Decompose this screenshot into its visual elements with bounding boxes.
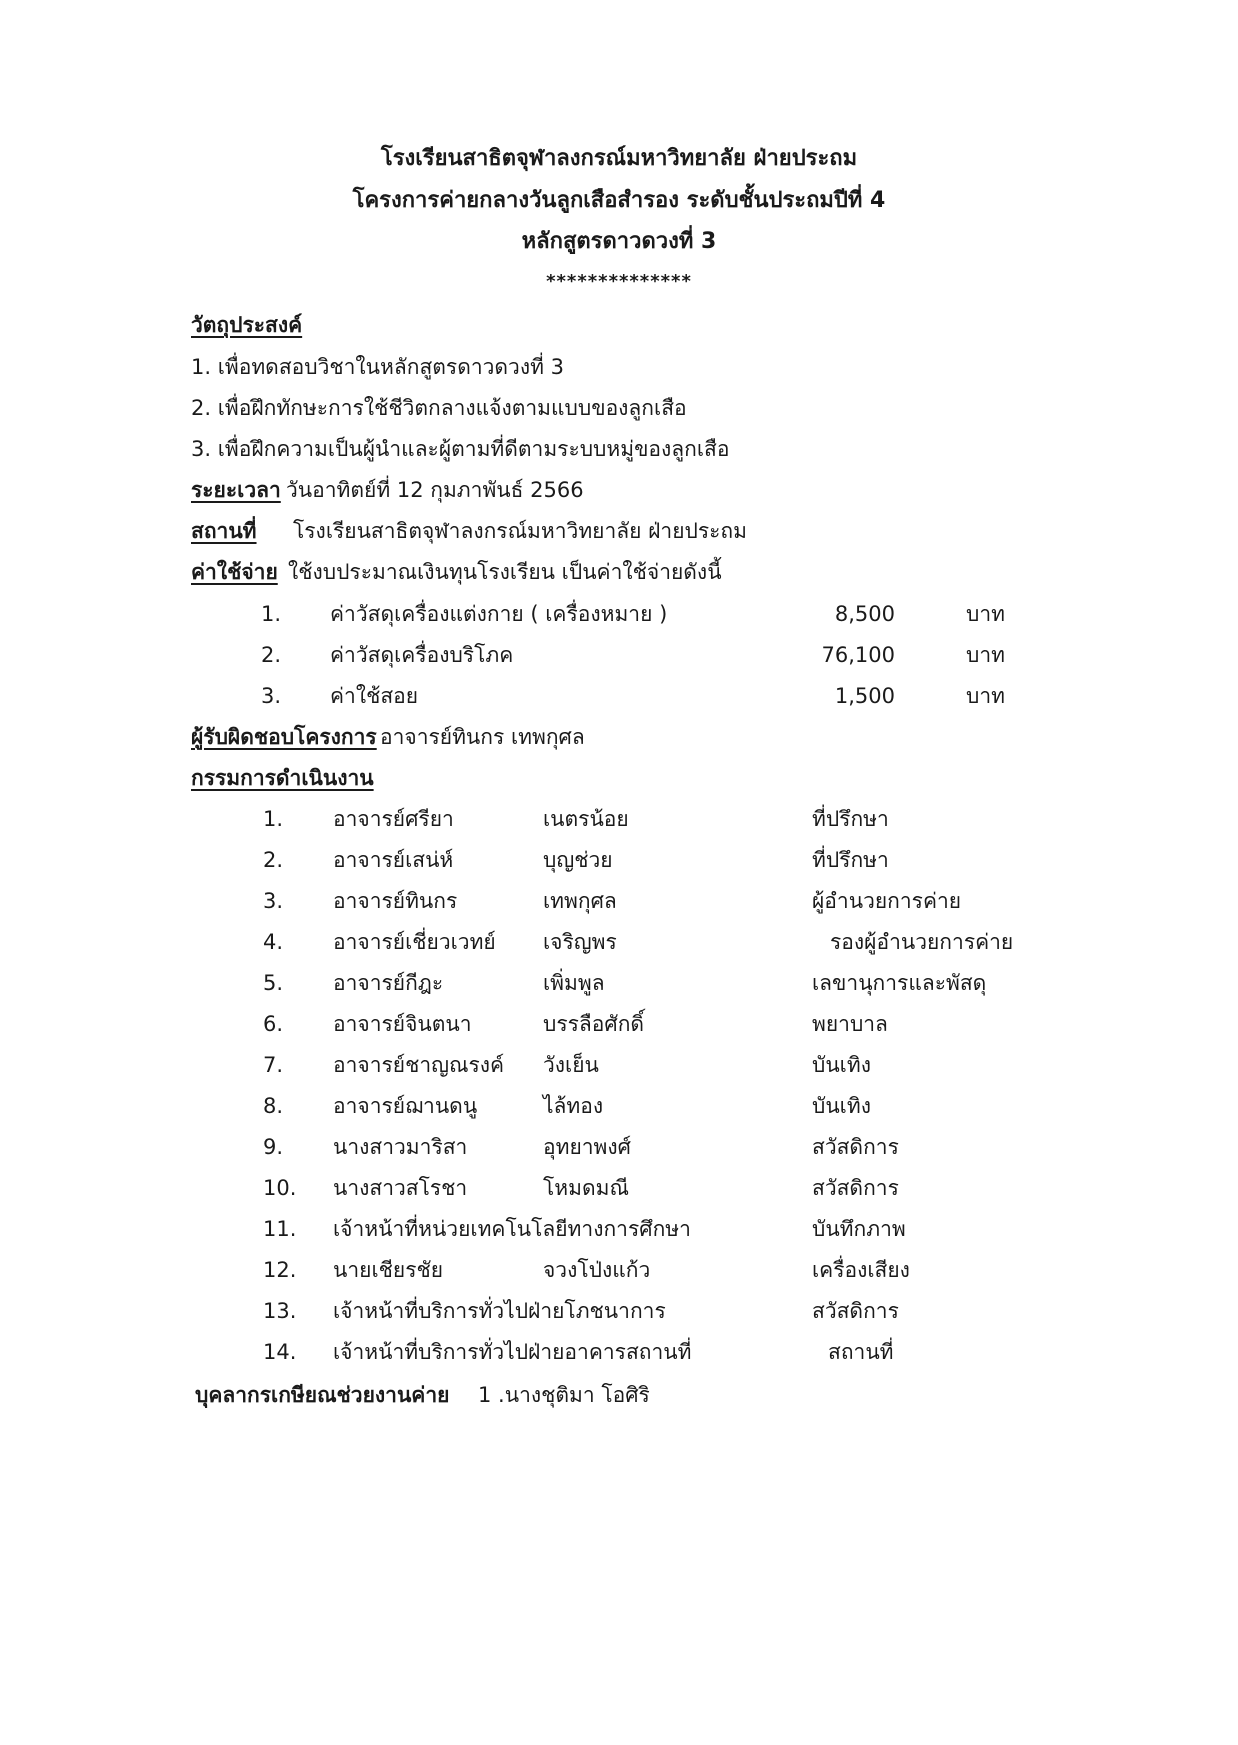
member-surname: บุญช่วย <box>543 848 613 872</box>
responsible-label: ผู้รับผิดชอบโครงการ <box>191 725 377 749</box>
objective-item: 3. เพื่อฝึกความเป็นผู้นำและผู้ตามที่ดีตามระบบหมู่ของลูกเสือ <box>191 437 730 461</box>
member-no: 12. <box>263 1258 297 1282</box>
expense-amount: 1,500 <box>834 684 895 708</box>
member-surname: เนตรน้อย <box>543 807 629 831</box>
member-role: สวัสดิการ <box>812 1299 899 1323</box>
member-name: อาจารย์จินตนา <box>333 1012 472 1036</box>
expense-unit: บาท <box>966 643 1005 667</box>
member-name: อาจารย์ชาญณรงค์ <box>333 1053 505 1077</box>
member-no: 10. <box>263 1176 297 1200</box>
committee-heading: กรรมการดำเนินงาน <box>191 766 374 790</box>
location-value: โรงเรียนสาธิตจุฬาลงกรณ์มหาวิทยาลัย ฝ่ายประถม <box>293 519 747 543</box>
member-no: 2. <box>263 848 284 872</box>
member-no: 4. <box>263 930 284 954</box>
member-name: นายเชียรชัย <box>333 1258 444 1282</box>
member-role: บันทึกภาพ <box>812 1217 906 1241</box>
project-title: โครงการค่ายกลางวันลูกเสือสำรอง ระดับชั้นประถมปีที่ 4 <box>352 188 886 213</box>
member-role: สวัสดิการ <box>812 1135 899 1159</box>
member-no: 7. <box>263 1053 284 1077</box>
member-surname: เจริญพร <box>543 930 617 954</box>
location-label: สถานที่ <box>191 519 257 543</box>
expense-amount: 8,500 <box>834 602 895 626</box>
member-name: อาจารย์ศรียา <box>333 807 454 831</box>
member-no: 6. <box>263 1012 284 1036</box>
member-role: สวัสดิการ <box>812 1176 899 1200</box>
member-no: 13. <box>263 1299 297 1323</box>
expense-no: 1. <box>261 602 282 626</box>
member-surname: ไล้ทอง <box>543 1094 604 1118</box>
member-name: นางสาวมาริสา <box>333 1135 468 1159</box>
member-surname: จวงโป่งแก้ว <box>543 1258 651 1282</box>
objectives-heading: วัตถุประสงค์ <box>191 313 303 337</box>
member-no: 3. <box>263 889 284 913</box>
expense-desc: ค่าวัสดุเครื่องบริโภค <box>330 643 514 667</box>
member-role: ที่ปรึกษา <box>812 807 889 831</box>
member-surname: บรรลือศักดิ์ <box>543 1012 645 1036</box>
expense-no: 2. <box>261 643 282 667</box>
member-no: 1. <box>263 807 284 831</box>
member-no: 9. <box>263 1135 284 1159</box>
member-no: 11. <box>263 1217 297 1241</box>
responsible-value: อาจารย์ทินกร เทพกุศล <box>380 725 585 749</box>
duration-label: ระยะเวลา <box>191 478 281 502</box>
member-role: บันเทิง <box>812 1094 871 1118</box>
retired-label: บุคลากรเกษียณช่วยงานค่าย <box>195 1383 450 1407</box>
member-role: พยาบาล <box>812 1012 888 1036</box>
expenses-value: ใช้งบประมาณเงินทุนโรงเรียน เป็นค่าใช้จ่ายดังนี้ <box>288 560 722 584</box>
member-name: เจ้าหน้าที่บริการทั่วไปฝ่ายโภชนาการ <box>333 1299 666 1323</box>
member-role: รองผู้อำนวยการค่าย <box>830 930 1014 954</box>
member-name: อาจารย์ทินกร <box>333 889 458 913</box>
member-surname: อุทยาพงศ์ <box>543 1135 631 1159</box>
member-role: บันเทิง <box>812 1053 871 1077</box>
expense-amount: 76,100 <box>821 643 895 667</box>
member-surname: เทพกุศล <box>543 889 617 913</box>
member-role: เลขานุการและพัสดุ <box>812 971 987 995</box>
member-role: ผู้อำนวยการค่าย <box>812 889 962 913</box>
member-name: นางสาวสโรชา <box>333 1176 468 1200</box>
member-name: เจ้าหน้าที่บริการทั่วไปฝ่ายอาคารสถานที่ <box>333 1340 692 1364</box>
course-title: หลักสูตรดาวดวงที่ 3 <box>521 229 717 254</box>
member-role: เครื่องเสียง <box>812 1258 910 1282</box>
member-role: สถานที่ <box>828 1340 894 1364</box>
member-surname: โหมดมณี <box>543 1176 629 1200</box>
expense-desc: ค่าใช้สอย <box>330 684 419 708</box>
member-name: อาจารย์ฌานดนู <box>333 1094 478 1118</box>
separator-stars: ************** <box>546 271 692 292</box>
member-no: 5. <box>263 971 284 995</box>
expense-unit: บาท <box>966 684 1005 708</box>
expense-unit: บาท <box>966 602 1005 626</box>
member-no: 8. <box>263 1094 284 1118</box>
retired-value: 1 .นางชุติมา โอศิริ <box>478 1383 650 1407</box>
objective-item: 1. เพื่อทดสอบวิชาในหลักสูตรดาวดวงที่ 3 <box>191 355 564 379</box>
member-role: ที่ปรึกษา <box>812 848 889 872</box>
member-no: 14. <box>263 1340 297 1364</box>
member-name: อาจารย์เสน่ห์ <box>333 848 454 872</box>
duration-value: วันอาทิตย์ที่ 12 กุมภาพันธ์ 2566 <box>286 478 584 502</box>
expenses-label: ค่าใช้จ่าย <box>191 560 278 584</box>
expense-desc: ค่าวัสดุเครื่องแต่งกาย ( เครื่องหมาย ) <box>330 602 668 626</box>
member-name: เจ้าหน้าที่หน่วยเทคโนโลยีทางการศึกษา <box>333 1217 691 1241</box>
member-surname: วังเย็น <box>543 1053 599 1077</box>
objective-item: 2. เพื่อฝึกทักษะการใช้ชีวิตกลางแจ้งตามแบบของลูกเสือ <box>191 396 687 420</box>
school-title: โรงเรียนสาธิตจุฬาลงกรณ์มหาวิทยาลัย ฝ่ายประถม <box>380 146 858 171</box>
member-name: อาจารย์เชี่ยวเวทย์ <box>333 930 496 954</box>
member-name: อาจารย์กีฎะ <box>333 971 444 995</box>
member-surname: เพิ่มพูล <box>543 971 605 995</box>
expense-no: 3. <box>261 684 282 708</box>
